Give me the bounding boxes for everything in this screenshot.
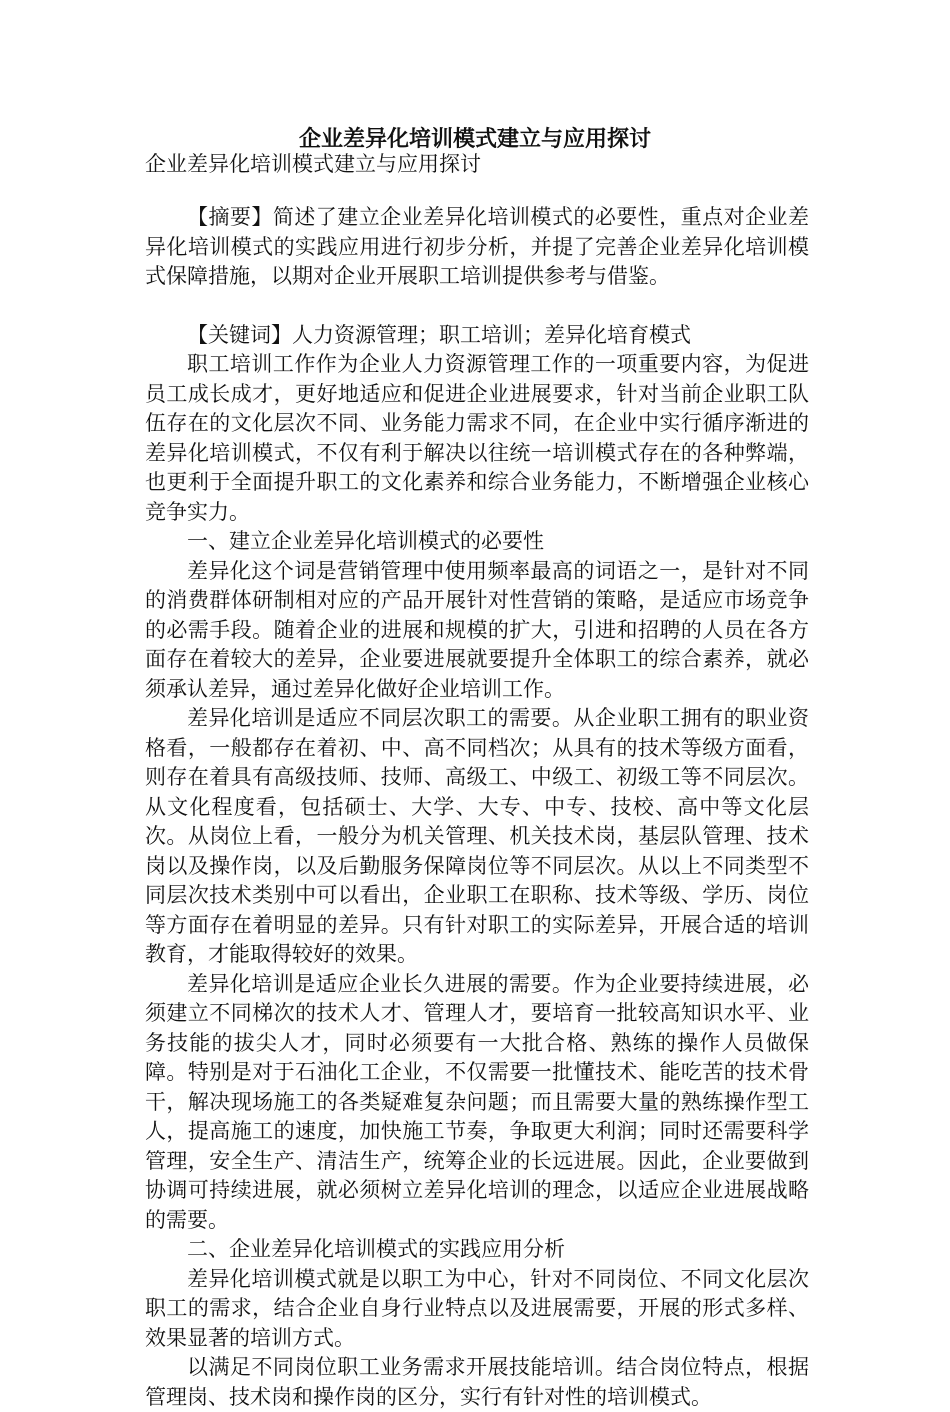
- section-heading-1: 一、建立企业差异化培训模式的必要性: [187, 529, 544, 553]
- section1-paragraph-1: 差异化这个词是营销管理中使用频率最高的词语之一，是针对不同的消费群体研制相对应的产品开展针对性营销的策略，是适应市场竞争的必需手段。随着企业的进展和规模的扩大，引进和招聘的人员在各方面存在着较大的差异，企业要进展就要提升全体职工的综合素养，就必须承认差异，通过差异化做好企业培训工作。: [145, 558, 809, 701]
- abstract-paragraph: 【摘要】简述了建立企业差异化培训模式的必要性，重点对企业差异化培训模式的实践应用进行初步分析，并提了完善企业差异化培训模式保障措施，以期对企业开展职工培训提供参考与借鉴。: [145, 205, 809, 288]
- keywords-paragraph: 【关键词】人力资源管理；职工培训；差异化培育模式: [187, 322, 691, 347]
- document-subtitle: 企业差异化培训模式建立与应用探讨: [145, 152, 481, 176]
- section1-paragraph-2: 差异化培训是适应不同层次职工的需要。从企业职工拥有的职业资格看，一般都存在着初、中、高不同档次；从具有的技术等级方面看，则存在着具有高级技师、技师、高级工、中级工、初级工等不同层次。从文化程度看，包括硕士、大学、大专、中专、技校、高中等文化层次。从岗位上看，一般分为机关管理、机关技术岗，基层队管理、技术岗以及操作岗，以及后勤服务保障岗位等不同层次。从以上不同类型不同层次技术类别中可以看出，企业职工在职称、技术等级、学历、岗位等方面存在着明显的差异。只有针对职工的实际差异，开展合适的培训教育，才能取得较好的效果。: [145, 706, 809, 966]
- section-heading-2: 二、企业差异化培训模式的实践应用分析: [187, 1237, 565, 1261]
- document-title: 企业差异化培训模式建立与应用探讨: [298, 126, 651, 152]
- document-body: [145, 203, 809, 1412]
- intro-paragraph: 职工培训工作作为企业人力资源管理工作的一项重要内容，为促进员工成长成才，更好地适应和促进企业进展要求，针对当前企业职工队伍存在的文化层次不同、业务能力需求不同，在企业中实行循序渐进的差异化培训模式，不仅有利于解决以往统一培训模式存在的各种弊端，也更利于全面提升职工的文化素养和综合业务能力，不断增强企业核心竞争实力。: [145, 352, 809, 524]
- section2-paragraph-2: 以满足不同岗位职工业务需求开展技能培训。结合岗位特点，根据管理岗、技术岗和操作岗的区分，实行有针对性的培训模式。: [145, 1355, 809, 1409]
- section2-paragraph-1: 差异化培训模式就是以职工为中心，针对不同岗位、不同文化层次职工的需求，结合企业自身行业特点以及进展需要，开展的形式多样、效果显著的培训方式。: [145, 1266, 809, 1350]
- section1-paragraph-3: 差异化培训是适应企业长久进展的需要。作为企业要持续进展，必须建立不同梯次的技术人才、管理人才，要培育一批较高知识水平、业务技能的拔尖人才，同时必须要有一大批合格、熟练的操作人员做保障。特别是对于石油化工企业，不仅需要一批懂技术、能吃苦的技术骨干，解决现场施工的各类疑难复杂问题；而且需要大量的熟练操作型工人，提高施工的速度，加快施工节奏，争取更大利润；同时还需要科学管理，安全生产、清洁生产，统筹企业的长远进展。因此，企业要做到协调可持续进展，就必须树立差异化培训的理念，以适应企业进展战略的需要。: [145, 971, 809, 1232]
